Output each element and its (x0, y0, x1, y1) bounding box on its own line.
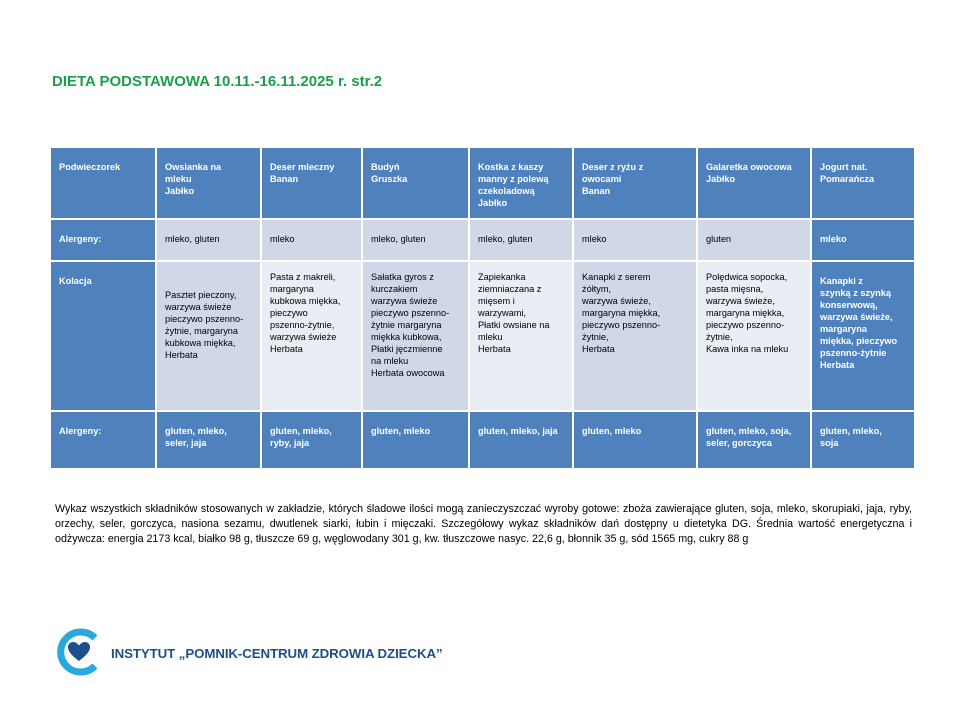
table-cell: Deser z ryżu z owocami Banan (573, 147, 697, 219)
table-cell: mleko (573, 219, 697, 261)
table-cell: mleko, gluten (362, 219, 469, 261)
table-cell: mleko, gluten (156, 219, 261, 261)
row-label: Kolacja (50, 261, 156, 411)
table-cell: mleko (261, 219, 362, 261)
table-cell: gluten, mleko (362, 411, 469, 469)
page-title: DIETA PODSTAWOWA 10.11.-16.11.2025 r. str.2 (52, 73, 383, 90)
table-cell: gluten (697, 219, 811, 261)
row-alergeny-kolacja (50, 411, 915, 469)
table-cell: Kanapki z szynką z szynką konserwową, warzywa świeże, margaryna miękka, pieczywo pszenno-żytnie Herbata (811, 261, 915, 411)
row-label: Podwieczorek (50, 147, 156, 219)
table-cell: Budyń Gruszka (362, 147, 469, 219)
table-cell: Polędwica sopocka, pasta mięsna, warzywa świeże, margaryna miękka, pieczywo pszenno- żytnie, Kawa inka na mleku (697, 261, 811, 411)
table-cell: mleko, gluten (469, 219, 573, 261)
row-label: Alergeny: (50, 219, 156, 261)
table-cell: Deser mleczny Banan (261, 147, 362, 219)
table-cell: Zapiekanka ziemniaczana z mięsem i warzywami, Płatki owsiane na mleku Herbata (469, 261, 573, 411)
logo-text: INSTYTUT „POMNIK-CENTRUM ZDROWIA DZIECKA” (111, 645, 443, 661)
table-cell: gluten, mleko, soja, seler, gorczyca (697, 411, 811, 469)
menu-table (49, 146, 916, 470)
row-kolacja (50, 261, 915, 411)
row-label: Alergeny: (50, 411, 156, 469)
table-cell: Pasta z makreli, margaryna kubkowa miękka, pieczywo pszenno-żytnie, warzywa świeże Herbata (261, 261, 362, 411)
table-cell: gluten, mleko, jaja (469, 411, 573, 469)
table-cell: Pasztet pieczony, warzywa świeże pieczywo pszenno- żytnie, margaryna kubkowa miękka, Herbata (156, 261, 261, 411)
table-cell: Sałatka gyros z kurczakiem warzywa świeże pieczywo pszenno- żytnie margaryna miękka kubkowa, Płatki jęczmienne na mleku Herbata owocowa (362, 261, 469, 411)
table-cell: mleko (811, 219, 915, 261)
table-cell: gluten, mleko, soja (811, 411, 915, 469)
table-cell: Kostka z kaszy manny z polewą czekoladową Jabłko (469, 147, 573, 219)
table-cell: gluten, mleko, seler, jaja (156, 411, 261, 469)
table-cell: Kanapki z serem żółtym, warzywa świeże, margaryna miękka, pieczywo pszenno- żytnie, Herbata (573, 261, 697, 411)
table-cell: gluten, mleko (573, 411, 697, 469)
allergen-footnote: Wykaz wszystkich składników stosowanych w zakładzie, których śladowe ilości mogą zanieczyszczać wyroby gotowe: zboża zawierające gluten, soja, mleko, skorupiaki, jaja, ryby, orzechy, seler, gorczyca, nasiona sezamu, dwutlenek siarki, łubin i mięczaki. Szczegółowy wykaz składników dań dostępny u dietetyka DG. Średnia wartość energetyczna i odżywcza: energia 2173 kcal, białko 98 g, tłuszcze 69 g, węglowodany 301 g, kw. tłuszczowe nasyc. 22,6 g, błonnik 35 g, sód 1565 mg, cukry 88 g (55, 503, 912, 545)
table-cell: Jogurt nat. Pomarańcza (811, 147, 915, 219)
table-cell: Owsianka na mleku Jabłko (156, 147, 261, 219)
institute-logo (55, 627, 443, 677)
table-cell: gluten, mleko, ryby, jaja (261, 411, 362, 469)
heart-c-logo-icon (55, 628, 103, 676)
row-alergeny-podwieczorek (50, 219, 915, 261)
table-cell: Galaretka owocowa Jabłko (697, 147, 811, 219)
row-podwieczorek (50, 147, 915, 219)
